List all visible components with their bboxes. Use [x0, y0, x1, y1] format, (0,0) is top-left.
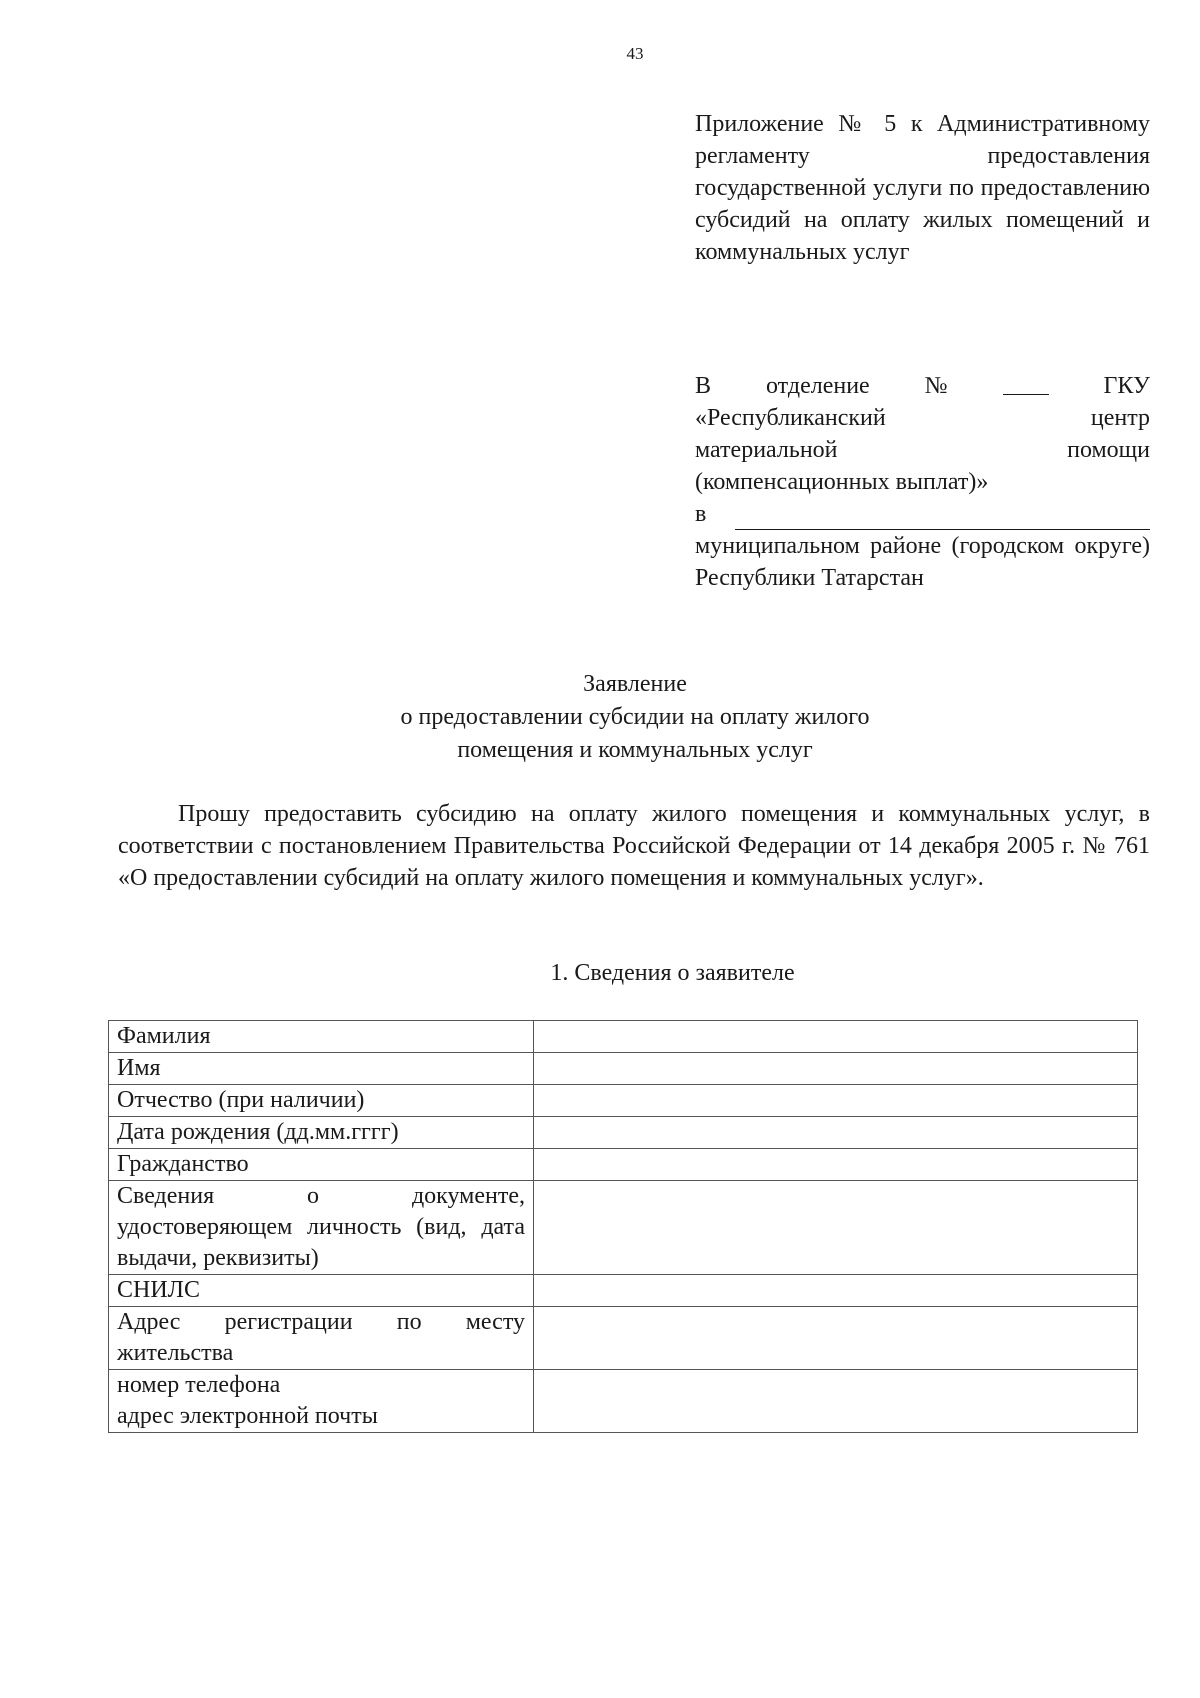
row-value-surname[interactable]	[534, 1021, 1138, 1053]
addressee-word: отделение	[766, 373, 870, 399]
row-value-patronymic[interactable]	[534, 1085, 1138, 1117]
addressee-block	[695, 370, 1150, 594]
row-label-citizenship: Гражданство	[109, 1149, 534, 1181]
table-row	[109, 1053, 1138, 1085]
section-heading: 1. Сведения о заявителе	[550, 960, 795, 986]
page-number: 43	[626, 44, 644, 63]
title-line-2: о предоставлении субсидии на оплату жилого	[400, 704, 870, 730]
row-label-identity-document: Сведения о документе, удостоверяющем личность (вид, дата выдачи, реквизиты)	[109, 1181, 534, 1275]
addressee-line-3	[695, 434, 1150, 466]
row-value-birthdate[interactable]	[534, 1117, 1138, 1149]
addressee-line-5	[695, 498, 1150, 530]
district-name-blank[interactable]	[735, 505, 1150, 530]
row-label-email: адрес электронной почты	[117, 1403, 378, 1429]
addressee-word: «Республиканский	[695, 405, 886, 431]
applicant-info-table	[108, 1020, 1138, 1433]
row-value-name[interactable]	[534, 1053, 1138, 1085]
row-label-name: Имя	[109, 1053, 534, 1085]
table-row	[109, 1149, 1138, 1181]
table-row	[109, 1181, 1138, 1275]
table-row	[109, 1370, 1138, 1433]
addressee-word: центр	[1090, 405, 1150, 431]
row-value-snils[interactable]	[534, 1275, 1138, 1307]
appendix-note: Приложение № 5 к Административному регламенту предоставления государственной услуги по предоставлению субсидий на оплату жилых помещений и коммунальных услуг	[695, 111, 1150, 265]
document-title	[0, 668, 1200, 767]
row-value-citizenship[interactable]	[534, 1149, 1138, 1181]
row-label-patronymic: Отчество (при наличии)	[109, 1085, 534, 1117]
row-label-snils: СНИЛС	[109, 1275, 534, 1307]
table-row	[109, 1117, 1138, 1149]
row-label-birthdate: Дата рождения (дд.мм.гггг)	[109, 1117, 534, 1149]
addressee-line-2	[695, 402, 1150, 434]
addressee-line-4: (компенсационных выплат)»	[695, 469, 989, 495]
table-row	[109, 1085, 1138, 1117]
row-value-contacts[interactable]	[534, 1370, 1138, 1433]
addressee-word: помощи	[1067, 437, 1150, 463]
addressee-word: ГКУ	[1103, 373, 1150, 399]
addressee-tail: муниципальном районе (городском округе) Республики Татарстан	[695, 533, 1150, 591]
addressee-word: материальной	[695, 437, 838, 463]
table-row	[109, 1275, 1138, 1307]
row-label-phone: номер телефона	[117, 1372, 281, 1398]
row-label-registration-address: Адрес регистрации по месту жительства	[109, 1307, 534, 1370]
addressee-line-1	[695, 370, 1150, 402]
row-value-registration-address[interactable]	[534, 1307, 1138, 1370]
addressee-word: №	[924, 373, 948, 399]
title-line-3: помещения и коммунальных услуг	[457, 737, 813, 763]
title-line-1: Заявление	[583, 671, 687, 697]
row-value-identity-document[interactable]	[534, 1181, 1138, 1275]
addressee-word: в	[695, 501, 707, 527]
request-paragraph: Прошу предоставить субсидию на оплату жилого помещения и коммунальных услуг, в соответствии с постановлением Правительства Российской Федерации от 14 декабря 2005 г. № 761 «О предоставлении субсидий на оплату жилого помещения и коммунальных услуг».	[118, 801, 1150, 891]
table-row	[109, 1307, 1138, 1370]
row-label-contacts	[109, 1370, 534, 1433]
table-row	[109, 1021, 1138, 1053]
row-label-surname: Фамилия	[109, 1021, 534, 1053]
addressee-word: В	[695, 373, 712, 399]
department-number-blank[interactable]	[1003, 370, 1049, 395]
